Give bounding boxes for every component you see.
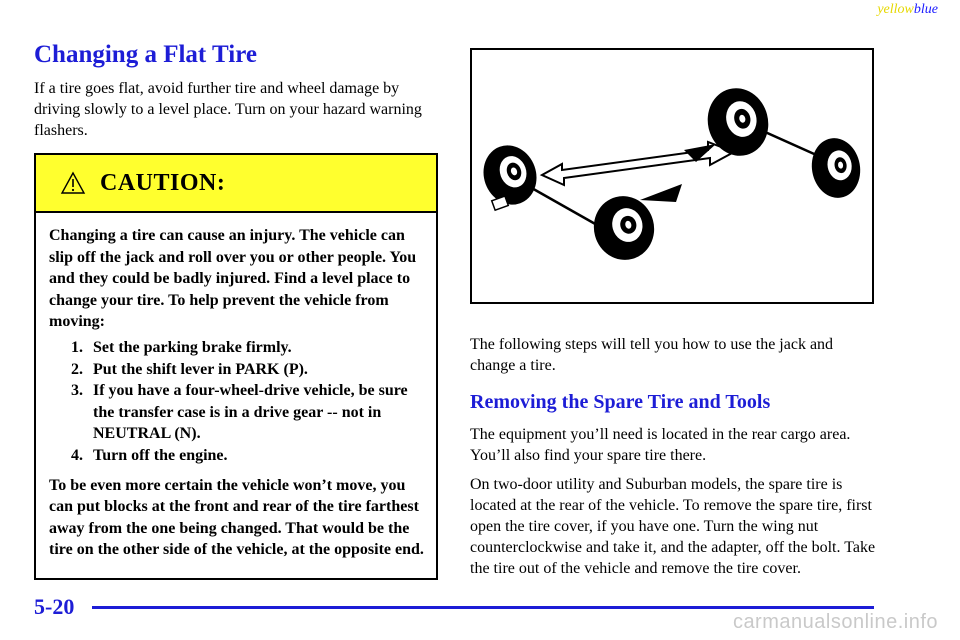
step-number: 1.: [71, 338, 83, 356]
step-text: Set the parking brake firmly.: [93, 338, 292, 356]
step-number: 4.: [71, 446, 83, 464]
right-column: [470, 48, 880, 579]
page-title: Changing a Flat Tire: [34, 41, 257, 68]
equipment-paragraph: The equipment you’ll need is located in the rear cargo area. You’ll also find your spare tire there.: [470, 426, 851, 464]
step-text: Turn off the engine.: [93, 446, 228, 464]
warning-triangle-icon: [60, 171, 86, 195]
caution-paragraph-2: To be even more certain the vehicle won’t move, you can put blocks at the front and rear of the tire farthest away from the one being changed. That would be the tire on the other side of the vehicle, at the opposite end.: [49, 476, 424, 559]
tire-rear-left-icon: [587, 189, 662, 266]
step-text: If you have a four-wheel-drive vehicle, be sure the transfer case is in a drive gear -- not in NEUTRAL (N).: [93, 382, 408, 443]
spare-tire-paragraph: On two-door utility and Suburban models, the spare tire is located at the rear of the vehicle. To remove the spare tire, first open the tire cover, if you have one. Turn the wing nut counterclockwise and take it, and the adapter, off the bolt. Take the tire out of the vehicle and remove the tire cover.: [470, 476, 876, 577]
caution-body: [36, 213, 436, 561]
left-column: [34, 40, 444, 141]
step-number: 3.: [71, 382, 83, 400]
page-number: 5-20: [34, 594, 75, 619]
step-number: 2.: [71, 360, 83, 378]
footer-rule: [92, 606, 874, 609]
caution-paragraph-1: Changing a tire can cause an injury. The vehicle can slip off the jack and roll over you or other people. You and they could be badly injured. Find a level place to change your tire. To help prevent the vehicle from moving:: [49, 227, 417, 331]
steps-intro: The following steps will tell you how to use the jack and change a tire.: [470, 336, 834, 374]
tire-rear-right-icon: [807, 134, 865, 201]
rotation-arrow: [542, 142, 734, 202]
subsection-title: Removing the Spare Tire and Tools: [470, 391, 771, 413]
color-tag: [877, 2, 938, 18]
tire-front-left-icon: [475, 138, 544, 212]
caution-step: [49, 380, 424, 445]
watermark: carmanualsonline.info: [732, 611, 938, 633]
intro-paragraph: If a tire goes flat, avoid further tire and wheel damage by driving slowly to a level place. Turn on your hazard warning flashers.: [34, 80, 422, 139]
caution-header: [36, 155, 436, 213]
step-text: Put the shift lever in PARK (P).: [93, 360, 308, 378]
caution-box: [34, 153, 438, 580]
color-tag-blue: blue: [913, 2, 938, 17]
caution-title: CAUTION:: [100, 169, 226, 196]
caution-steps: [49, 337, 424, 467]
caution-step: [49, 359, 424, 381]
color-tag-yellow: yellow: [877, 2, 914, 17]
caution-step: [49, 337, 424, 359]
caution-step: [49, 445, 424, 467]
tire-illustration: [470, 48, 874, 304]
